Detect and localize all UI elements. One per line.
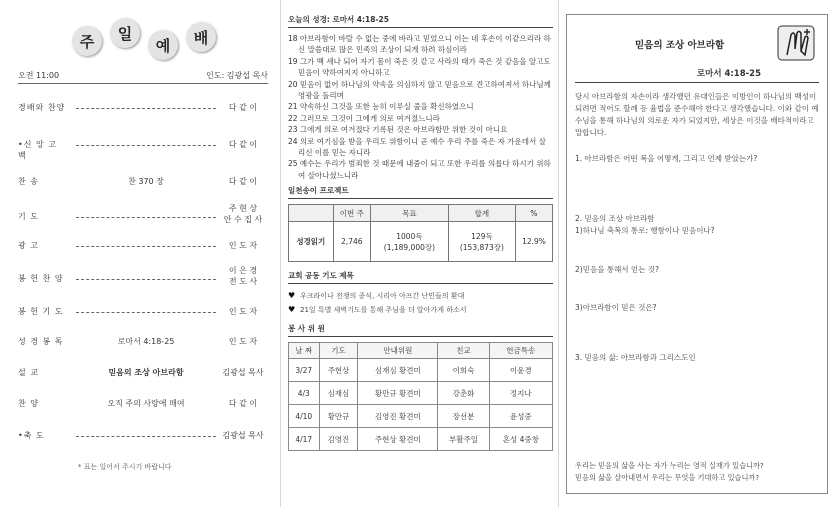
prayer-item: ♥ 21일 특별 새벽기도를 통해 주님을 더 알아가게 하소서: [288, 305, 467, 315]
order-item: [18, 240, 270, 264]
service-meta: [18, 70, 268, 84]
order-who: 인 도 자: [228, 307, 258, 316]
order-item: [18, 139, 270, 163]
col-header: 안내위원: [358, 343, 438, 359]
order-who: 인 도 자: [228, 241, 258, 250]
order-item: [18, 367, 270, 391]
question-3: 3. 믿음의 삶: 아브라함과 그리스도인: [575, 353, 696, 362]
order-item: [18, 102, 270, 126]
closing-question-2: 믿음의 삶을 살아내면서 우리는 무엇을 기대하고 있습니까?: [575, 473, 760, 482]
question-2a: 1)하나님 축복의 통로: 행함이나 믿음이나?: [575, 226, 715, 235]
order-content: 찬 370 장: [124, 177, 168, 186]
sermon-intro: 당시 아브라함의 자손이라 생각했던 유대인들은 이방인이 하나님의 백성이 되려면 적어도 할례 등 율법을 준수해야 한다고 생각했습니다. 이와 같이 예수님을 통해 하나님의 의로운 자가 되었지만, 세상은 이것을 배타적이라고 말합니다.: [575, 92, 819, 137]
goal-value: 1000독 (1,189,000장): [371, 222, 449, 262]
title-char: 주: [72, 26, 102, 56]
table-row: 4/10 황만규 김영진 황견미 장선분 윤성중: [289, 405, 553, 428]
col-header: 합계: [448, 205, 515, 222]
question-2: 2. 믿음의 조상 아브라함: [575, 214, 655, 223]
order-who: 인 도 자: [228, 337, 258, 346]
order-label: 경배와 찬양: [18, 103, 66, 112]
verse: 19 그가 백 세나 되어 자기 몸이 죽은 것 같고 사라의 태가 죽은 것 같음을 알고도 믿음이 약하여지지 아니하고: [288, 56, 551, 78]
order-who: 다 같 이: [228, 177, 258, 186]
order-label: 기 도: [18, 212, 39, 221]
order-item: [18, 265, 270, 289]
question-1: 1. 아브라함은 어떤 복을 어떻게, 그리고 언제 받았는가?: [575, 154, 758, 163]
title-char: 일: [110, 18, 140, 48]
service-time: 오전 11:00: [18, 71, 60, 80]
order-label: •신 앙 고 백: [18, 140, 57, 160]
prayer-list: [288, 289, 553, 317]
verse: 18 아브라함이 바랄 수 없는 중에 바라고 믿었으니 이는 네 후손이 이같으리라 하신 말씀대로 많은 민족의 조상이 되게 하려 하심이라: [288, 34, 551, 55]
verse: 24 의로 여기심을 받을 우리도 위함이니 곧 예수 우리 주를 죽은 자 가운데서 살리신 이를 믿는 자니라: [288, 136, 546, 158]
closing-question-1: 우리는 믿음의 삶을 사는 자가 누리는 영적 실재가 있습니까?: [575, 461, 764, 470]
scripture-verses: [288, 33, 553, 181]
service-table: [288, 342, 553, 451]
total-value: 129독 (153,873장): [448, 222, 515, 262]
verse: 20 믿음이 없어 하나님의 약속을 의심하지 않고 믿음으로 견고하여져서 하나님께 영광을 돌리며: [288, 79, 551, 101]
order-label: 설 교: [18, 368, 39, 377]
sermon-note-scripture: 로마서 4:18-25: [696, 69, 761, 79]
order-who: 다 같 이: [228, 399, 258, 408]
worship-order-panel: [0, 0, 272, 507]
order-item: [18, 398, 270, 422]
order-label: •축 도: [18, 431, 45, 440]
order-who: 김광섭 목사: [222, 368, 264, 377]
table-row: 4/17 김영진 주현상 황견미 부활주일 혼성 4중창: [289, 428, 553, 451]
verse: 23 그에게 의로 여겨졌다 기록된 것은 아브라함만 위한 것이 아니요: [288, 125, 508, 135]
service-header: 봉 사 위 원: [288, 323, 553, 337]
order-label: 봉 헌 찬 양: [18, 274, 64, 283]
order-label: 봉 헌 기 도: [18, 307, 64, 316]
order-item: [18, 306, 270, 330]
order-content: 로마서 4:18-25: [114, 337, 179, 346]
col-header: 친교: [438, 343, 489, 359]
prayer-item: ♥ 우크라이나 전쟁의 종식, 시리아 아프간 난민들의 환대: [288, 291, 465, 301]
project-header: 일천송이 프로젝트: [288, 185, 553, 199]
praying-hands-icon: [777, 25, 815, 61]
sermon-title: 믿음의 조상 아브라함: [104, 368, 187, 377]
sermon-note-title: 믿음의 조상 아브라함: [635, 40, 725, 51]
col-header: 헌금특송: [489, 343, 552, 359]
info-panel: [288, 14, 553, 521]
verse: 21 약속하신 그것을 또한 능히 이루실 줄을 확신하였으니: [288, 102, 474, 112]
col-header: 목표: [371, 205, 449, 222]
prayer-header: 교회 공동 기도 제목: [288, 270, 553, 284]
verse: 22 그러므로 그것이 그에게 의로 여겨졌느니라: [288, 113, 440, 123]
order-item: [18, 176, 270, 200]
order-who: 다 같 이: [228, 140, 258, 149]
table-row: 3/27 주현상 심재심 황견미 이희숙 이윤경: [289, 359, 553, 382]
order-item: [18, 430, 270, 454]
order-who: 주 현 상 안 수 집 사: [223, 204, 263, 224]
project-table: [288, 204, 553, 262]
col-header: 이번 주: [333, 205, 370, 222]
order-who: 다 같 이: [228, 103, 258, 112]
verse: 25 예수는 우리가 범죄한 것 때문에 내줌이 되고 또한 우리를 의롭다 하시기 위하여 살아나셨느니라: [288, 159, 551, 180]
this-week-value: 2,746: [333, 222, 370, 262]
order-who: 김광섭 목사: [222, 431, 264, 440]
title-char: 예: [148, 30, 178, 60]
sermon-note-panel: [566, 14, 828, 494]
row-label: 성경읽기: [289, 222, 334, 262]
title-char: 배: [186, 22, 216, 52]
order-who: 이 은 경 전 도 사: [228, 266, 258, 286]
order-label: 찬 양: [18, 399, 39, 408]
order-label: 성 경 봉 독: [18, 337, 64, 346]
col-header: 기도: [319, 343, 358, 359]
question-2b: 2)믿음을 통해서 얻는 것?: [575, 265, 660, 274]
order-label: 광 고: [18, 241, 39, 250]
service-leader: 인도: 김광섭 목사: [206, 71, 268, 80]
question-2c: 3)아브라함이 믿은 것은?: [575, 303, 657, 312]
order-label: 찬 송: [18, 177, 39, 186]
percent-value: 12.9%: [516, 222, 553, 262]
table-row: 4/3 심재심 황만규 황견미 강춘화 정지나: [289, 382, 553, 405]
col-header: %: [516, 205, 553, 222]
order-item: [18, 203, 270, 227]
order-content: 오직 주의 사랑에 매여: [103, 399, 188, 408]
footnote: * 표는 일어서 주시기 바랍니다: [78, 463, 172, 471]
order-item: [18, 336, 270, 360]
scripture-header: 오늘의 성경: 로마서 4:18-25: [288, 14, 553, 28]
col-header: 날 짜: [289, 343, 320, 359]
